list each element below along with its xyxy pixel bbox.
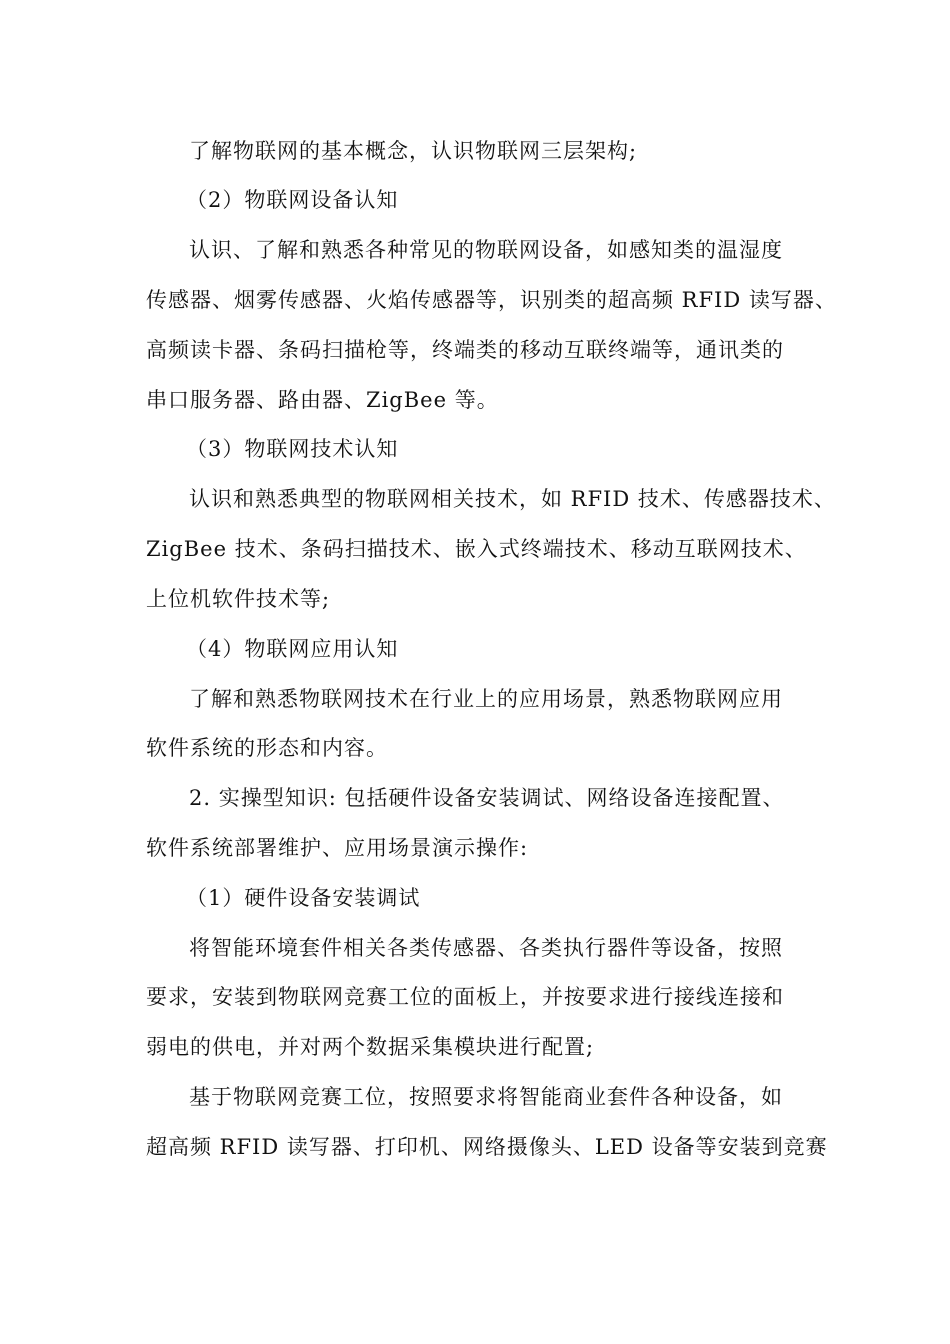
text-line: 认识、了解和熟悉各种常见的物联网设备，如感知类的温湿度 [189, 238, 783, 262]
text-line: 弱电的供电，并对两个数据采集模块进行配置; [146, 1035, 595, 1059]
subheading-device-cognition: （2）物联网设备认知 [186, 188, 399, 212]
text-line: 软件系统的形态和内容。 [146, 736, 388, 760]
text-line: 上位机软件技术等; [146, 587, 331, 611]
section-heading-practical-knowledge: 2. 实操型知识: 包括硬件设备安装调试、网络设备连接配置、 [189, 786, 785, 810]
text-line: 超高频 RFID 读写器、打印机、网络摄像头、LED 设备等安装到竞赛 [146, 1135, 828, 1159]
text-line: 传感器、烟雾传感器、火焰传感器等，识别类的超高频 RFID 读写器、 [146, 288, 837, 312]
text-line: 了解物联网的基本概念，认识物联网三层架构; [189, 139, 638, 163]
text-line: ZigBee 技术、条码扫描技术、嵌入式终端技术、移动互联网技术、 [146, 537, 807, 561]
text-line: 将智能环境套件相关各类传感器、各类执行器件等设备，按照 [189, 936, 783, 960]
text-line: 基于物联网竞赛工位，按照要求将智能商业套件各种设备，如 [189, 1085, 783, 1109]
text-line: 软件系统部署维护、应用场景演示操作: [146, 836, 529, 860]
text-line: 认识和熟悉典型的物联网相关技术，如 RFID 技术、传感器技术、 [189, 487, 836, 511]
subheading-application-cognition: （4）物联网应用认知 [186, 637, 399, 661]
subheading-technology-cognition: （3）物联网技术认知 [186, 437, 399, 461]
text-line: 高频读卡器、条码扫描枪等，终端类的移动互联终端等，通讯类的 [146, 338, 784, 362]
subheading-hardware-installation: （1）硬件设备安装调试 [186, 886, 421, 910]
text-line: 串口服务器、路由器、ZigBee 等。 [146, 388, 499, 412]
text-line: 了解和熟悉物联网技术在行业上的应用场景，熟悉物联网应用 [189, 687, 783, 711]
text-line: 要求，安装到物联网竞赛工位的面板上，并按要求进行接线连接和 [146, 985, 784, 1009]
